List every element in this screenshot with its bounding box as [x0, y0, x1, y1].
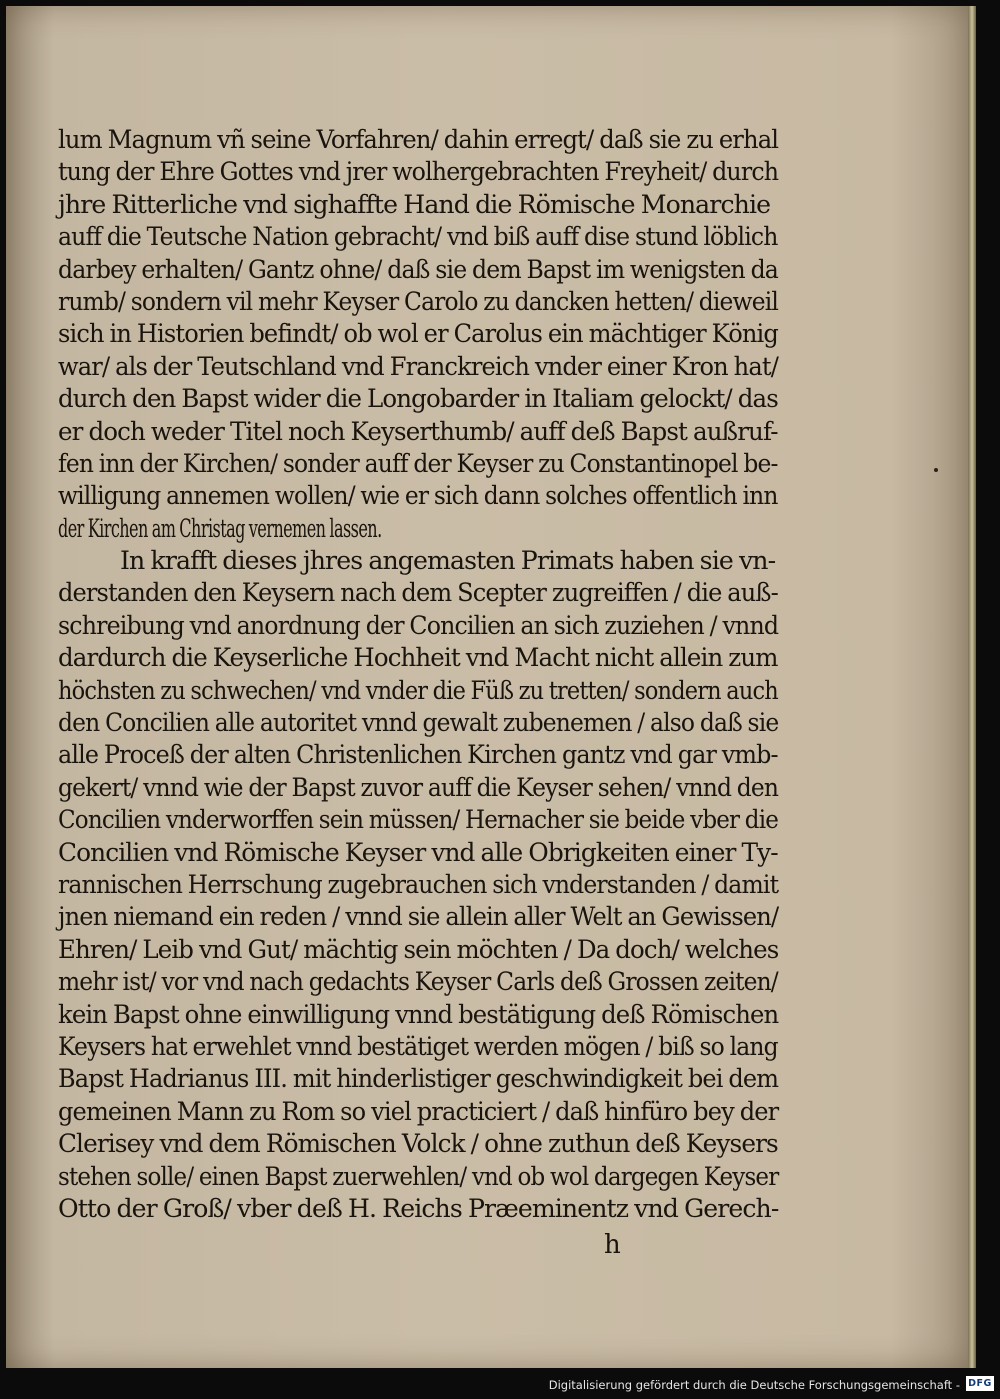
text-line: den Concilien alle autoritet vnnd gewalt zubenemen / also daß sie: [58, 708, 779, 738]
text-line: mehr ist/ vor vnd nach gedachts Keyser Carls deß Grossen zeiten/: [58, 967, 778, 997]
text-line: Concilien vnderworffen sein müssen/ Hernacher sie beide vber die: [58, 805, 779, 835]
text-line: Otto der Groß/ vber deß H. Reichs Præeminentz vnd Gerech-: [58, 1193, 779, 1223]
text-line: sich in Historien befindt/ ob wol er Carolus ein mächtiger König: [58, 319, 778, 349]
text-line: Keysers hat erwehlet vnnd bestätiget werden mögen / biß so lang: [58, 1031, 778, 1061]
book-page: [6, 6, 968, 1368]
text-line: durch den Bapst wider die Longobarder in Italiam gelockt/ das: [58, 384, 778, 414]
text-line: war/ als der Teutschland vnd Franckreich vnder einer Kron hat/: [58, 351, 778, 381]
text-line: der Kirchen am Christag vernemen lassen.: [58, 513, 382, 543]
text-line: darbey erhalten/ Gantz ohne/ daß sie dem Bapst im wenigsten da: [58, 254, 779, 284]
text-line: rumb/ sondern vil mehr Keyser Carolo zu dancken hetten/ dieweil: [58, 286, 778, 316]
text-line: Concilien vnd Römische Keyser vnd alle Obrigkeiten einer Ty-: [58, 837, 778, 867]
text-line: tung der Ehre Gottes vnd jrer wolhergebrachten Freyheit/ durch: [58, 157, 779, 187]
text-line: Clerisey vnd dem Römischen Volck / ohne zuthun deß Keysers: [58, 1129, 778, 1159]
text-line: derstanden den Keysern nach dem Scepter zugreiffen / die auß-: [58, 578, 778, 608]
page-edge: [968, 6, 976, 1368]
text-line: lum Magnum vñ seine Vorfahren/ dahin erregt/ daß sie zu erhal: [58, 125, 779, 154]
text-line: Ehren/ Leib vnd Gut/ mächtig sein möchten / Da doch/ welches: [58, 934, 779, 964]
text-line: auff die Teutsche Nation gebracht/ vnd biß auff dise stund löblich: [58, 222, 778, 252]
page-text-block: [58, 124, 778, 1225]
text-line: stehen solle/ einen Bapst zuerwehlen/ vnd ob wol dargegen Keyser: [58, 1161, 779, 1191]
text-line: er doch weder Titel noch Keyserthumb/ auff deß Bapst außruf-: [58, 416, 778, 446]
dfg-logo-icon: DFG: [966, 1376, 994, 1391]
text-line: dardurch die Keyserliche Hochheit vnd Macht nicht allein zum: [58, 643, 778, 673]
footer-bar: [0, 1370, 1000, 1399]
text-line: höchsten zu schwechen/ vnd vnder die Füß zu tretten/ sondern auch: [58, 675, 778, 705]
text-line: jnen niemand ein reden / vnnd sie allein aller Welt an Gewissen/: [58, 902, 779, 932]
catchword: h: [604, 1230, 621, 1260]
text-line: jhre Ritterliche vnd sighaffte Hand die Römische Monarchie: [58, 189, 771, 219]
text-line: In krafft dieses jhres angemasten Primats haben sie vn-: [120, 546, 776, 576]
text-line: schreibung vnd anordnung der Concilien an sich zuziehen / vnnd: [58, 610, 779, 640]
text-line: willigung annemen wollen/ wie er sich dann solches offentlich inn: [58, 481, 778, 511]
ink-speck: [934, 468, 938, 472]
funding-notice: Digitalisierung gefördert durch die Deutsche Forschungsgemeinschaft -: [548, 1378, 960, 1392]
text-line: alle Proceß der alten Christenlichen Kirchen gantz vnd gar vmb-: [58, 740, 778, 770]
text-line: Bapst Hadrianus III. mit hinderlistiger geschwindigkeit bei dem: [58, 1064, 779, 1094]
text-line: fen inn der Kirchen/ sonder auff der Keyser zu Constantinopel be-: [58, 448, 778, 478]
text-line: gemeinen Mann zu Rom so viel practiciert / daß hinfüro bey der: [58, 1096, 779, 1126]
text-line: rannischen Herrschung zugebrauchen sich vnderstanden / damit: [58, 869, 779, 899]
text-line: kein Bapst ohne einwilligung vnnd bestätigung deß Römischen: [58, 999, 779, 1029]
text-line: gekert/ vnnd wie der Bapst zuvor auff die Keyser sehen/ vnnd den: [58, 772, 779, 802]
